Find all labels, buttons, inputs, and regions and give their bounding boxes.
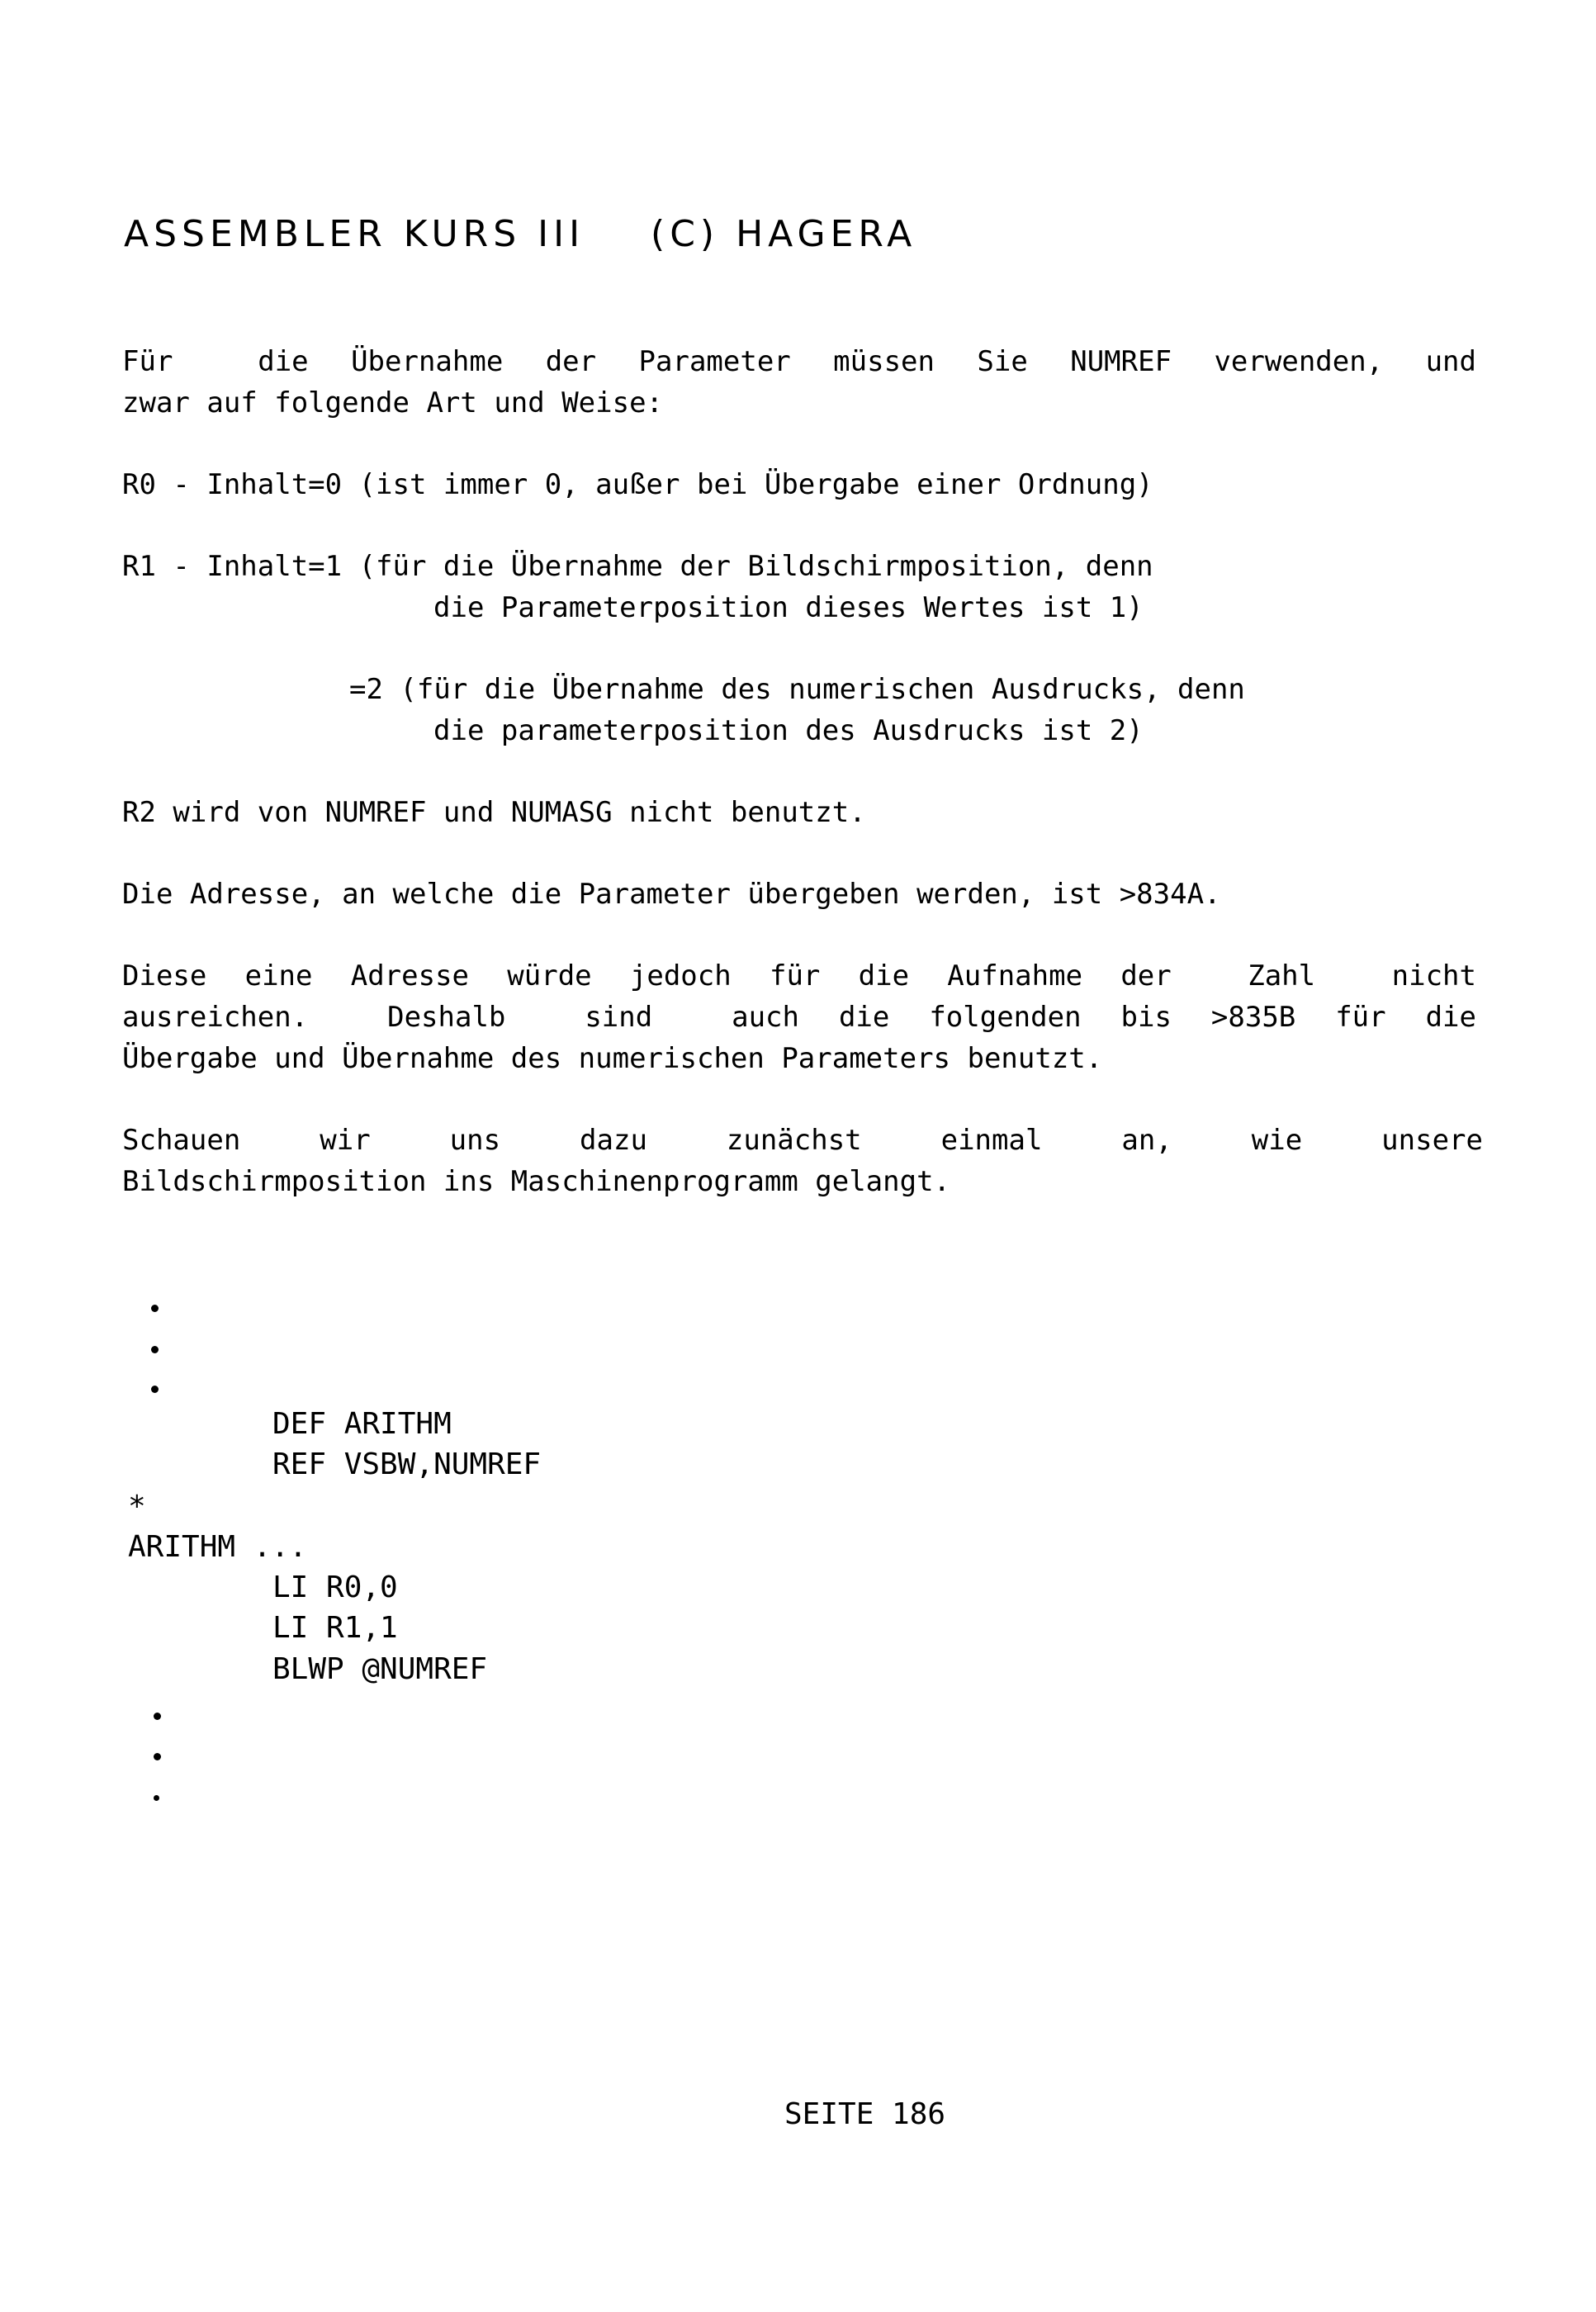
r0-description: R0 - Inhalt=0 (ist immer 0, außer bei Übergabe einer Ordnung) bbox=[122, 468, 1153, 501]
ellipsis-dot bbox=[154, 1713, 161, 1720]
ellipsis-dot bbox=[151, 1346, 159, 1353]
paragraph-address-range-line1: Diese eine Adresse würde jedoch für die Aufnahme der Zahl nicht bbox=[122, 959, 1476, 993]
code-label-arithm: ARITHM ... bbox=[128, 1530, 307, 1564]
code-line-blwp: BLWP @NUMREF bbox=[272, 1652, 488, 1686]
ellipsis-dot bbox=[154, 1753, 161, 1760]
r1-option2-line2: die parameterposition des Ausdrucks ist 2) bbox=[433, 714, 1144, 747]
code-comment-marker: * bbox=[128, 1490, 146, 1523]
code-line-li-r1: LI R1,1 bbox=[272, 1611, 398, 1645]
paragraph-screen-position-line2: Bildschirmposition ins Maschinenprogramm gelangt. bbox=[122, 1165, 951, 1198]
page-title: ASSEMBLER KURS III (C) HAGERA bbox=[124, 213, 917, 255]
r1-option2-line1: =2 (für die Übernahme des numerischen Ausdrucks, denn bbox=[349, 673, 1245, 706]
r2-description: R2 wird von NUMREF und NUMASG nicht benutzt. bbox=[122, 796, 866, 829]
paragraph-numref-line1: Für die Übernahme der Parameter müssen Sie NUMREF verwenden, und bbox=[122, 345, 1476, 378]
paragraph-address-range-line2: ausreichen. Deshalb sind auch die folgenden bis >835B für die bbox=[122, 1001, 1476, 1034]
ellipsis-dot bbox=[154, 1795, 159, 1801]
code-line-li-r0: LI R0,0 bbox=[272, 1571, 398, 1604]
ellipsis-dot bbox=[151, 1305, 159, 1312]
paragraph-numref-line2: zwar auf folgende Art und Weise: bbox=[122, 386, 664, 419]
page-number: SEITE 186 bbox=[784, 2097, 946, 2131]
address-paragraph: Die Adresse, an welche die Parameter übergeben werden, ist >834A. bbox=[122, 878, 1221, 911]
code-line-def: DEF ARITHM bbox=[272, 1407, 452, 1441]
r1-description-line2: die Parameterposition dieses Wertes ist 1) bbox=[433, 591, 1144, 624]
code-line-ref: REF VSBW,NUMREF bbox=[272, 1447, 542, 1481]
r1-description-line1: R1 - Inhalt=1 (für die Übernahme der Bildschirmposition, denn bbox=[122, 550, 1153, 583]
ellipsis-dot bbox=[151, 1386, 159, 1393]
paragraph-screen-position-line1: Schauen wir uns dazu zunächst einmal an, wie unsere bbox=[122, 1124, 1483, 1157]
paragraph-address-range-line3: Übergabe und Übernahme des numerischen Parameters benutzt. bbox=[122, 1042, 1103, 1075]
